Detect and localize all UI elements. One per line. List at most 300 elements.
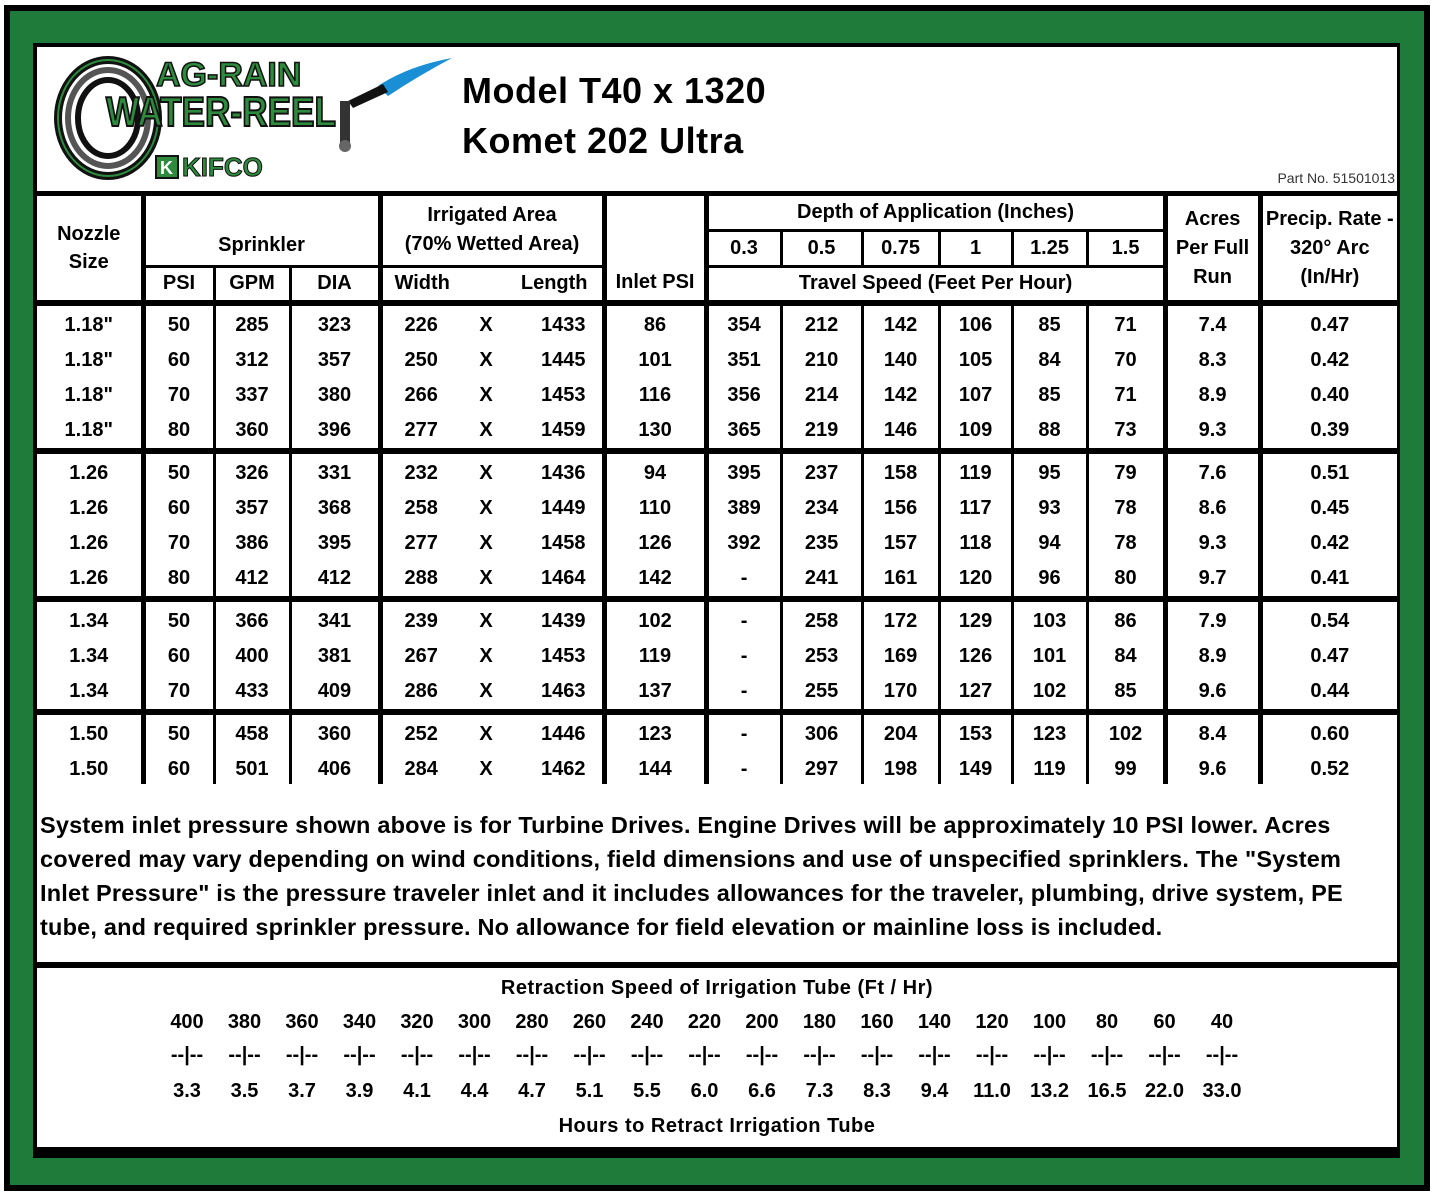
table-cell: 214 — [781, 378, 862, 413]
table-cell: 267 — [380, 639, 458, 674]
table-cell: - — [706, 639, 781, 674]
retraction-speed: 300 — [457, 1011, 492, 1033]
table-cell: 1445 — [514, 343, 604, 378]
table-cell: 94 — [1012, 526, 1087, 561]
table-cell: 120 — [939, 561, 1012, 599]
table-cell: X — [458, 752, 514, 787]
irrigated-area-header: Irrigated Area (70% Wetted Area) — [380, 196, 604, 266]
table-cell: 102 — [604, 599, 706, 639]
table-cell: 380 — [290, 378, 380, 413]
retraction-separator: --|-- — [573, 1044, 606, 1066]
table-cell: 255 — [781, 674, 862, 712]
table-cell: 356 — [706, 378, 781, 413]
retraction-speed: 160 — [860, 1011, 894, 1033]
table-cell: 306 — [781, 712, 862, 752]
table-cell: 94 — [604, 451, 706, 491]
ag-rain-logo — [48, 46, 452, 186]
table-cell: 360 — [290, 712, 380, 752]
table-cell: 235 — [781, 526, 862, 561]
table-cell: 1.50 — [37, 752, 143, 787]
table-cell: 146 — [862, 413, 939, 451]
table-cell: 366 — [214, 599, 290, 639]
table-cell: 288 — [380, 561, 458, 599]
table-cell: 0.47 — [1260, 303, 1397, 343]
table-cell: 341 — [290, 599, 380, 639]
table-cell: 326 — [214, 451, 290, 491]
table-cell: 126 — [604, 526, 706, 561]
table-cell: 142 — [862, 303, 939, 343]
table-cell: 8.4 — [1165, 712, 1260, 752]
table-cell: 129 — [939, 599, 1012, 639]
model-subtitle: Komet 202 Ultra — [462, 120, 744, 161]
retraction-speed: 220 — [687, 1011, 722, 1033]
table-cell: 116 — [604, 378, 706, 413]
table-cell: 1.26 — [37, 561, 143, 599]
table-cell: 1.26 — [37, 491, 143, 526]
table-cell: 86 — [1087, 599, 1165, 639]
table-cell: 101 — [604, 343, 706, 378]
table-cell: 60 — [143, 491, 214, 526]
table-cell: 210 — [781, 343, 862, 378]
retraction-hours: 3.5 — [230, 1080, 259, 1102]
table-cell: 170 — [862, 674, 939, 712]
table-cell: 277 — [380, 413, 458, 451]
table-cell: 0.40 — [1260, 378, 1397, 413]
retraction-speed: 40 — [1210, 1011, 1234, 1033]
table-cell: 286 — [380, 674, 458, 712]
table-cell: 396 — [290, 413, 380, 451]
table-cell: 79 — [1087, 451, 1165, 491]
retraction-speed: 380 — [227, 1011, 262, 1033]
table-cell: 140 — [862, 343, 939, 378]
table-cell: 204 — [862, 712, 939, 752]
retraction-separator: --|-- — [228, 1044, 261, 1066]
table-cell: 70 — [143, 378, 214, 413]
table-cell: 0.45 — [1260, 491, 1397, 526]
table-cell: 7.6 — [1165, 451, 1260, 491]
retraction-separator: --|-- — [285, 1044, 319, 1066]
table-row — [37, 712, 1397, 752]
table-cell: 156 — [862, 491, 939, 526]
retraction-hours: 3.7 — [288, 1080, 316, 1102]
retraction-separator: --|-- — [918, 1044, 951, 1066]
retraction-speed: 340 — [342, 1011, 377, 1033]
table-cell: 70 — [143, 674, 214, 712]
table-cell: 365 — [706, 413, 781, 451]
table-cell: X — [458, 561, 514, 599]
retraction-hours: 4.1 — [403, 1080, 431, 1102]
table-cell: 137 — [604, 674, 706, 712]
table-cell: 360 — [214, 413, 290, 451]
table-cell: 7.4 — [1165, 303, 1260, 343]
table-cell: 1.26 — [37, 451, 143, 491]
table-cell: 312 — [214, 343, 290, 378]
table-cell: 1.26 — [37, 526, 143, 561]
depth-header-3: 1 — [939, 231, 1012, 266]
retraction-title: Retraction Speed of Irrigation Tube (Ft / Hr) — [500, 977, 934, 999]
table-cell: 119 — [1012, 752, 1087, 787]
table-cell: 433 — [214, 674, 290, 712]
table-cell: 1464 — [514, 561, 604, 599]
table-cell: X — [458, 413, 514, 451]
psi-header: PSI — [143, 266, 214, 303]
table-cell: 409 — [290, 674, 380, 712]
table-cell: 9.7 — [1165, 561, 1260, 599]
retraction-hours: 11.0 — [973, 1080, 1011, 1102]
retraction-hours: 22.0 — [1145, 1080, 1184, 1102]
depth-header-4: 1.25 — [1012, 231, 1087, 266]
table-cell: 253 — [781, 639, 862, 674]
table-cell: 392 — [706, 526, 781, 561]
table-cell: 153 — [939, 712, 1012, 752]
table-cell: X — [458, 639, 514, 674]
table-cell: 1463 — [514, 674, 604, 712]
table-cell: 1453 — [514, 378, 604, 413]
depth-header-0: 0.3 — [706, 231, 781, 266]
width-header: Width — [394, 272, 450, 295]
retraction-hours: 5.1 — [575, 1080, 604, 1102]
table-cell: 285 — [214, 303, 290, 343]
table-cell: 84 — [1087, 639, 1165, 674]
table-cell: X — [458, 343, 514, 378]
table-cell: 226 — [380, 303, 458, 343]
table-cell: X — [458, 712, 514, 752]
table-cell: 234 — [781, 491, 862, 526]
table-cell: 250 — [380, 343, 458, 378]
table-cell: 219 — [781, 413, 862, 451]
retraction-hours: 33.0 — [1202, 1080, 1242, 1102]
retraction-hours: 7.3 — [805, 1080, 834, 1102]
table-cell: 50 — [143, 599, 214, 639]
table-cell: 1.34 — [37, 639, 143, 674]
retraction-separator: --|-- — [458, 1044, 491, 1066]
table-cell: 85 — [1012, 378, 1087, 413]
table-cell: 80 — [143, 561, 214, 599]
retraction-speed: 360 — [285, 1011, 319, 1033]
table-cell: 1436 — [514, 451, 604, 491]
retraction-separator: --|-- — [1205, 1044, 1239, 1066]
table-row — [37, 599, 1397, 639]
retraction-speed: 80 — [1095, 1011, 1119, 1033]
acres-header: Acres Per Full Run — [1165, 196, 1260, 303]
table-cell: 1433 — [514, 303, 604, 343]
table-cell: 323 — [290, 303, 380, 343]
retraction-separator: --|-- — [515, 1044, 549, 1066]
table-cell: 389 — [706, 491, 781, 526]
table-cell: 331 — [290, 451, 380, 491]
table-cell: 99 — [1087, 752, 1165, 787]
table-cell: 70 — [143, 526, 214, 561]
table-cell: 357 — [214, 491, 290, 526]
table-cell: 0.42 — [1260, 343, 1397, 378]
retraction-speed: 260 — [572, 1011, 607, 1033]
table-cell: 119 — [939, 451, 1012, 491]
table-row — [37, 674, 1397, 712]
sprinkler-header: Sprinkler — [143, 196, 380, 266]
retraction-separator: --|-- — [745, 1044, 779, 1066]
retraction-hours: 3.9 — [345, 1080, 374, 1102]
retraction-speed: 400 — [170, 1011, 204, 1033]
retraction-hours: 16.5 — [1087, 1080, 1127, 1102]
svg-text:K: K — [160, 158, 173, 178]
table-cell: 0.47 — [1260, 639, 1397, 674]
retraction-separator: --|-- — [630, 1044, 664, 1066]
depth-header-5: 1.5 — [1087, 231, 1165, 266]
table-cell: 9.3 — [1165, 413, 1260, 451]
table-cell: 412 — [214, 561, 290, 599]
retraction-hours: 6.6 — [748, 1080, 776, 1102]
spec-table — [37, 196, 1397, 787]
table-cell: 395 — [290, 526, 380, 561]
table-cell: 400 — [214, 639, 290, 674]
table-row — [37, 561, 1397, 599]
table-cell: 105 — [939, 343, 1012, 378]
table-cell: 130 — [604, 413, 706, 451]
table-cell: - — [706, 561, 781, 599]
table-cell: 95 — [1012, 451, 1087, 491]
table-cell: 212 — [781, 303, 862, 343]
retraction-hours: 13.2 — [1030, 1080, 1069, 1102]
table-cell: 158 — [862, 451, 939, 491]
retraction-separator: --|-- — [860, 1044, 894, 1066]
retraction-hours: 5.5 — [633, 1080, 661, 1102]
table-cell: 80 — [143, 413, 214, 451]
table-cell: 161 — [862, 561, 939, 599]
table-cell: 101 — [1012, 639, 1087, 674]
retraction-hours: 3.3 — [173, 1080, 201, 1102]
table-cell: 9.3 — [1165, 526, 1260, 561]
table-cell: 7.9 — [1165, 599, 1260, 639]
table-cell: 412 — [290, 561, 380, 599]
logo-line2: WATER-REEL — [106, 88, 336, 135]
table-cell: 0.51 — [1260, 451, 1397, 491]
table-cell: - — [706, 674, 781, 712]
retraction-panel — [37, 968, 1397, 1147]
table-cell: 252 — [380, 712, 458, 752]
retraction-speed: 320 — [400, 1011, 434, 1033]
table-cell: 1.18" — [37, 413, 143, 451]
table-cell: 1453 — [514, 639, 604, 674]
table-cell: 8.9 — [1165, 378, 1260, 413]
table-cell: 78 — [1087, 526, 1165, 561]
table-row — [37, 303, 1397, 343]
table-cell: 93 — [1012, 491, 1087, 526]
retraction-speed: 200 — [745, 1011, 779, 1033]
table-row — [37, 413, 1397, 451]
logo-line1: AG-RAIN — [156, 56, 302, 94]
gpm-header: GPM — [214, 266, 290, 303]
table-cell: 8.3 — [1165, 343, 1260, 378]
table-cell: 117 — [939, 491, 1012, 526]
table-cell: 123 — [1012, 712, 1087, 752]
depth-header: Depth of Application (Inches) — [706, 196, 1165, 231]
retraction-speed: 140 — [917, 1011, 952, 1033]
table-cell: 127 — [939, 674, 1012, 712]
table-cell: 118 — [939, 526, 1012, 561]
table-cell: 337 — [214, 378, 290, 413]
table-cell: 0.39 — [1260, 413, 1397, 451]
table-cell: 354 — [706, 303, 781, 343]
table-cell: 368 — [290, 491, 380, 526]
travel-speed-header: Travel Speed (Feet Per Hour) — [706, 266, 1165, 303]
table-row — [37, 378, 1397, 413]
table-row — [37, 451, 1397, 491]
table-cell: X — [458, 491, 514, 526]
retraction-speed: 60 — [1153, 1011, 1176, 1033]
nozzle-size-header: Nozzle Size — [37, 196, 143, 303]
table-cell: 60 — [143, 639, 214, 674]
table-cell: 239 — [380, 599, 458, 639]
table-cell: 172 — [862, 599, 939, 639]
table-cell: 70 — [1087, 343, 1165, 378]
table-cell: 237 — [781, 451, 862, 491]
table-cell: 157 — [862, 526, 939, 561]
table-cell: 1.18" — [37, 343, 143, 378]
table-cell: 258 — [781, 599, 862, 639]
table-cell: 103 — [1012, 599, 1087, 639]
table-cell: X — [458, 526, 514, 561]
retraction-separator: --|-- — [170, 1044, 204, 1066]
table-cell: 386 — [214, 526, 290, 561]
table-cell: 0.54 — [1260, 599, 1397, 639]
retraction-separator: --|-- — [975, 1044, 1009, 1066]
table-cell: X — [458, 303, 514, 343]
table-cell: 71 — [1087, 303, 1165, 343]
retraction-hours: 8.3 — [863, 1080, 891, 1102]
retraction-separator: --|-- — [1033, 1044, 1066, 1066]
table-cell: 8.9 — [1165, 639, 1260, 674]
table-cell: 241 — [781, 561, 862, 599]
retraction-separator: --|-- — [688, 1044, 721, 1066]
table-cell: 297 — [781, 752, 862, 787]
table-cell: 86 — [604, 303, 706, 343]
table-cell: 198 — [862, 752, 939, 787]
table-cell: 501 — [214, 752, 290, 787]
retraction-speed: 240 — [630, 1011, 664, 1033]
notes-text: System inlet pressure shown above is for Turbine Drives. Engine Drives will be approximately 10 PSI lower. Acres covered may vary depending on wind conditions, field dimensions and use of unspecified sprinklers. The "System Inlet Pressure" is the pressure traveler inlet and it includes allowances for the traveler, plumbing, drive system, PE tube, and required sprinkler pressure. No allowance for field elevation or mainline loss is included. — [37, 784, 1397, 962]
table-cell: 381 — [290, 639, 380, 674]
retraction-speed: 180 — [802, 1011, 837, 1033]
table-cell: - — [706, 599, 781, 639]
table-cell: 144 — [604, 752, 706, 787]
table-cell: - — [706, 712, 781, 752]
table-cell: 1.34 — [37, 599, 143, 639]
retraction-separator: --|-- — [1148, 1044, 1181, 1066]
retraction-hours: 6.0 — [690, 1080, 719, 1102]
depth-header-2: 0.75 — [862, 231, 939, 266]
table-cell: 0.44 — [1260, 674, 1397, 712]
table-cell: 110 — [604, 491, 706, 526]
table-cell: 84 — [1012, 343, 1087, 378]
retraction-separator: --|-- — [1090, 1044, 1124, 1066]
retraction-speed: 120 — [975, 1011, 1009, 1033]
table-cell: 1462 — [514, 752, 604, 787]
retraction-hours: 4.7 — [518, 1080, 546, 1102]
retraction-separator: --|-- — [343, 1044, 376, 1066]
table-cell: 8.6 — [1165, 491, 1260, 526]
dia-header: DIA — [290, 266, 380, 303]
table-cell: X — [458, 674, 514, 712]
table-cell: 1.18" — [37, 378, 143, 413]
table-cell: 0.42 — [1260, 526, 1397, 561]
table-cell: 277 — [380, 526, 458, 561]
table-cell: 458 — [214, 712, 290, 752]
retraction-speed: 280 — [515, 1011, 549, 1033]
table-cell: 1439 — [514, 599, 604, 639]
table-cell: 60 — [143, 752, 214, 787]
water-reel-logo-icon — [48, 46, 452, 186]
width-length-header — [380, 266, 604, 303]
table-cell: 119 — [604, 639, 706, 674]
table-cell: 1.34 — [37, 674, 143, 712]
table-cell: 50 — [143, 451, 214, 491]
table-row — [37, 752, 1397, 787]
table-cell: 88 — [1012, 413, 1087, 451]
table-cell: 80 — [1087, 561, 1165, 599]
table-cell: 50 — [143, 712, 214, 752]
table-cell: 142 — [604, 561, 706, 599]
table-cell: X — [458, 451, 514, 491]
table-cell: 284 — [380, 752, 458, 787]
table-cell: 266 — [380, 378, 458, 413]
table-cell: 96 — [1012, 561, 1087, 599]
table-cell: 0.52 — [1260, 752, 1397, 787]
table-cell: 9.6 — [1165, 674, 1260, 712]
table-cell: 142 — [862, 378, 939, 413]
precip-header: Precip. Rate - 320° Arc (In/Hr) — [1260, 196, 1397, 303]
table-cell: 106 — [939, 303, 1012, 343]
table-cell: 78 — [1087, 491, 1165, 526]
table-cell: 0.41 — [1260, 561, 1397, 599]
retraction-hours: 4.4 — [460, 1080, 489, 1102]
inlet-psi-header: Inlet PSI — [604, 196, 706, 303]
table-cell: 85 — [1087, 674, 1165, 712]
table-cell: 109 — [939, 413, 1012, 451]
table-cell: 351 — [706, 343, 781, 378]
retraction-speed: 100 — [1032, 1011, 1067, 1033]
table-row — [37, 491, 1397, 526]
table-cell: 0.60 — [1260, 712, 1397, 752]
table-cell: 149 — [939, 752, 1012, 787]
part-number: Part No. 51501013 — [1277, 170, 1395, 186]
table-row — [37, 639, 1397, 674]
table-cell: 73 — [1087, 413, 1165, 451]
table-cell: 126 — [939, 639, 1012, 674]
table-cell: 9.6 — [1165, 752, 1260, 787]
table-cell: - — [706, 752, 781, 787]
table-cell: 1458 — [514, 526, 604, 561]
table-cell: 232 — [380, 451, 458, 491]
table-cell: 102 — [1087, 712, 1165, 752]
table-cell: 102 — [1012, 674, 1087, 712]
logo-brand: KIFCO — [182, 152, 263, 182]
table-cell: 107 — [939, 378, 1012, 413]
table-cell: 123 — [604, 712, 706, 752]
table-cell: 60 — [143, 343, 214, 378]
table-cell: 169 — [862, 639, 939, 674]
retraction-separator: --|-- — [400, 1044, 434, 1066]
retraction-separator: --|-- — [803, 1044, 836, 1066]
table-cell: 1446 — [514, 712, 604, 752]
table-cell: 71 — [1087, 378, 1165, 413]
table-cell: 406 — [290, 752, 380, 787]
retraction-hours: 9.4 — [920, 1080, 949, 1102]
table-row — [37, 343, 1397, 378]
table-cell: 1449 — [514, 491, 604, 526]
table-cell: X — [458, 599, 514, 639]
table-cell: 85 — [1012, 303, 1087, 343]
table-cell: 258 — [380, 491, 458, 526]
